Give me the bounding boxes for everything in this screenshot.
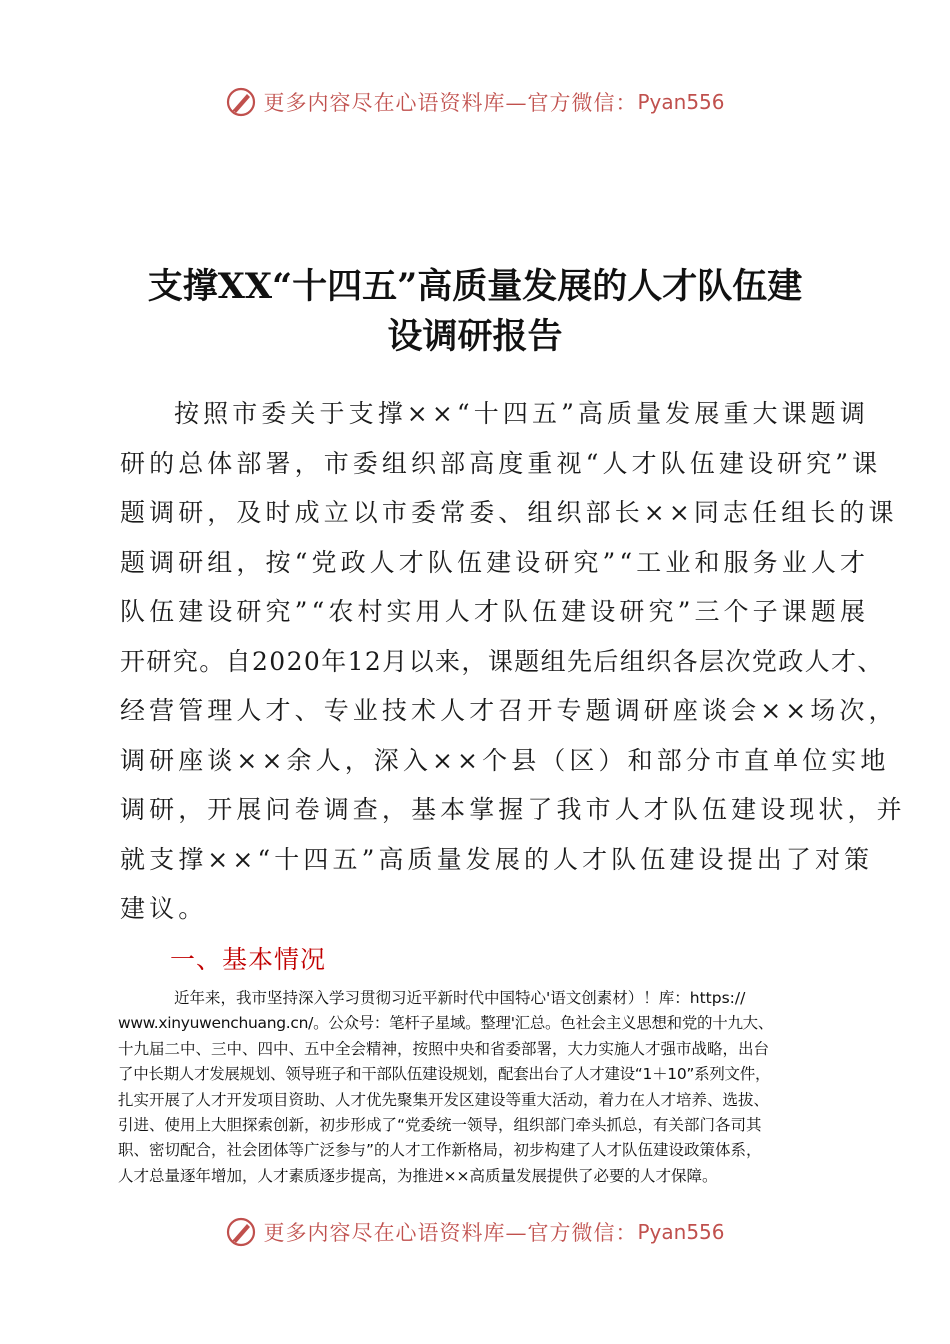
paragraph-line: 调研座谈××余人，深入××个县（区）和部分市直单位实地 <box>120 745 890 775</box>
pen-circle-logo-icon <box>225 1216 257 1248</box>
banner-text: 更多内容尽在心语资料库—官方微信： <box>263 91 638 115</box>
paragraph-line: 了中长期人才发展规划、领导班子和干部队伍建设规划，配套出台了人才建设“1＋10”系列文件， <box>118 1065 771 1084</box>
section-heading: 一、基本情况 <box>170 945 327 974</box>
banner-text: 更多内容尽在心语资料库—官方微信： <box>263 1221 638 1245</box>
header-watermark-banner <box>0 82 950 122</box>
intro-paragraph <box>120 389 906 934</box>
paragraph-line: 按照市委关于支撑××“十四五”高质量发展重大课题调 <box>174 399 869 428</box>
paragraph-line: 队伍建设研究”“农村实用人才队伍建设研究”三个子课题展 <box>120 597 870 626</box>
paragraph-line: 引进、使用上大胆探索创新，初步形成了“党委统一领导，组织部门牵头抓总，有关部门各司其 <box>118 1115 762 1134</box>
paragraph-line: 建议。 <box>120 894 208 923</box>
pen-circle-logo-icon <box>225 86 257 118</box>
paragraph-line: 就支撑××“十四五”高质量发展的人才队伍建设提出了对策 <box>120 844 874 874</box>
paragraph-line: www.xinyuwenchuang.cn/。公众号：笔杆子星域。整理'汇总。色社会主义思想和党的十九大、 <box>118 1014 774 1033</box>
document-title <box>100 262 850 362</box>
paragraph-line: 调研，开展问卷调查，基本掌握了我市人才队伍建设现状，并 <box>120 795 906 824</box>
paragraph-line: 开研究。自2020年12月以来，课题组先后组织各层次党政人才、 <box>120 646 884 676</box>
paragraph-line: 近年来，我市坚持深入学习贯彻习近平新时代中国特心'语文创素材）！库：https:// <box>174 989 746 1007</box>
banner-wechat-id: Pyan556 <box>637 90 725 114</box>
banner-wechat-id: Pyan556 <box>637 1220 725 1244</box>
title-line: 设调研报告 <box>387 316 563 357</box>
paragraph-line: 扎实开展了人才开发项目资助、人才优先聚集开发区建设等重大活动，着力在人才培养、选拔、 <box>118 1090 770 1109</box>
paragraph-line: 经营管理人才、专业技术人才召开专题调研座谈会××场次， <box>120 696 898 725</box>
section-paragraph <box>118 986 848 1189</box>
paragraph-line: 研的总体部署，市委组织部高度重视“人才队伍建设研究”课 <box>120 448 882 478</box>
footer-watermark-banner <box>0 1212 950 1252</box>
title-line: 支撑XX“十四五”高质量发展的人才队伍建 <box>147 266 803 307</box>
paragraph-line: 人才总量逐年增加，人才素质逐步提高，为推进××高质量发展提供了必要的人才保障。 <box>118 1166 718 1185</box>
paragraph-line: 职、密切配合，社会团体等广泛参与”的人才工作新格局，初步构建了人才队伍建设政策体系， <box>118 1141 762 1160</box>
paragraph-line: 十九届二中、三中、四中、五中全会精神，按照中央和省委部署，大力实施人才强市战略，出台 <box>118 1039 770 1058</box>
paragraph-line: 题调研，及时成立以市委常委、组织部长××同志任组长的课 <box>120 498 898 527</box>
paragraph-line: 题调研组，按“党政人才队伍建设研究”“工业和服务业人才 <box>120 547 870 577</box>
